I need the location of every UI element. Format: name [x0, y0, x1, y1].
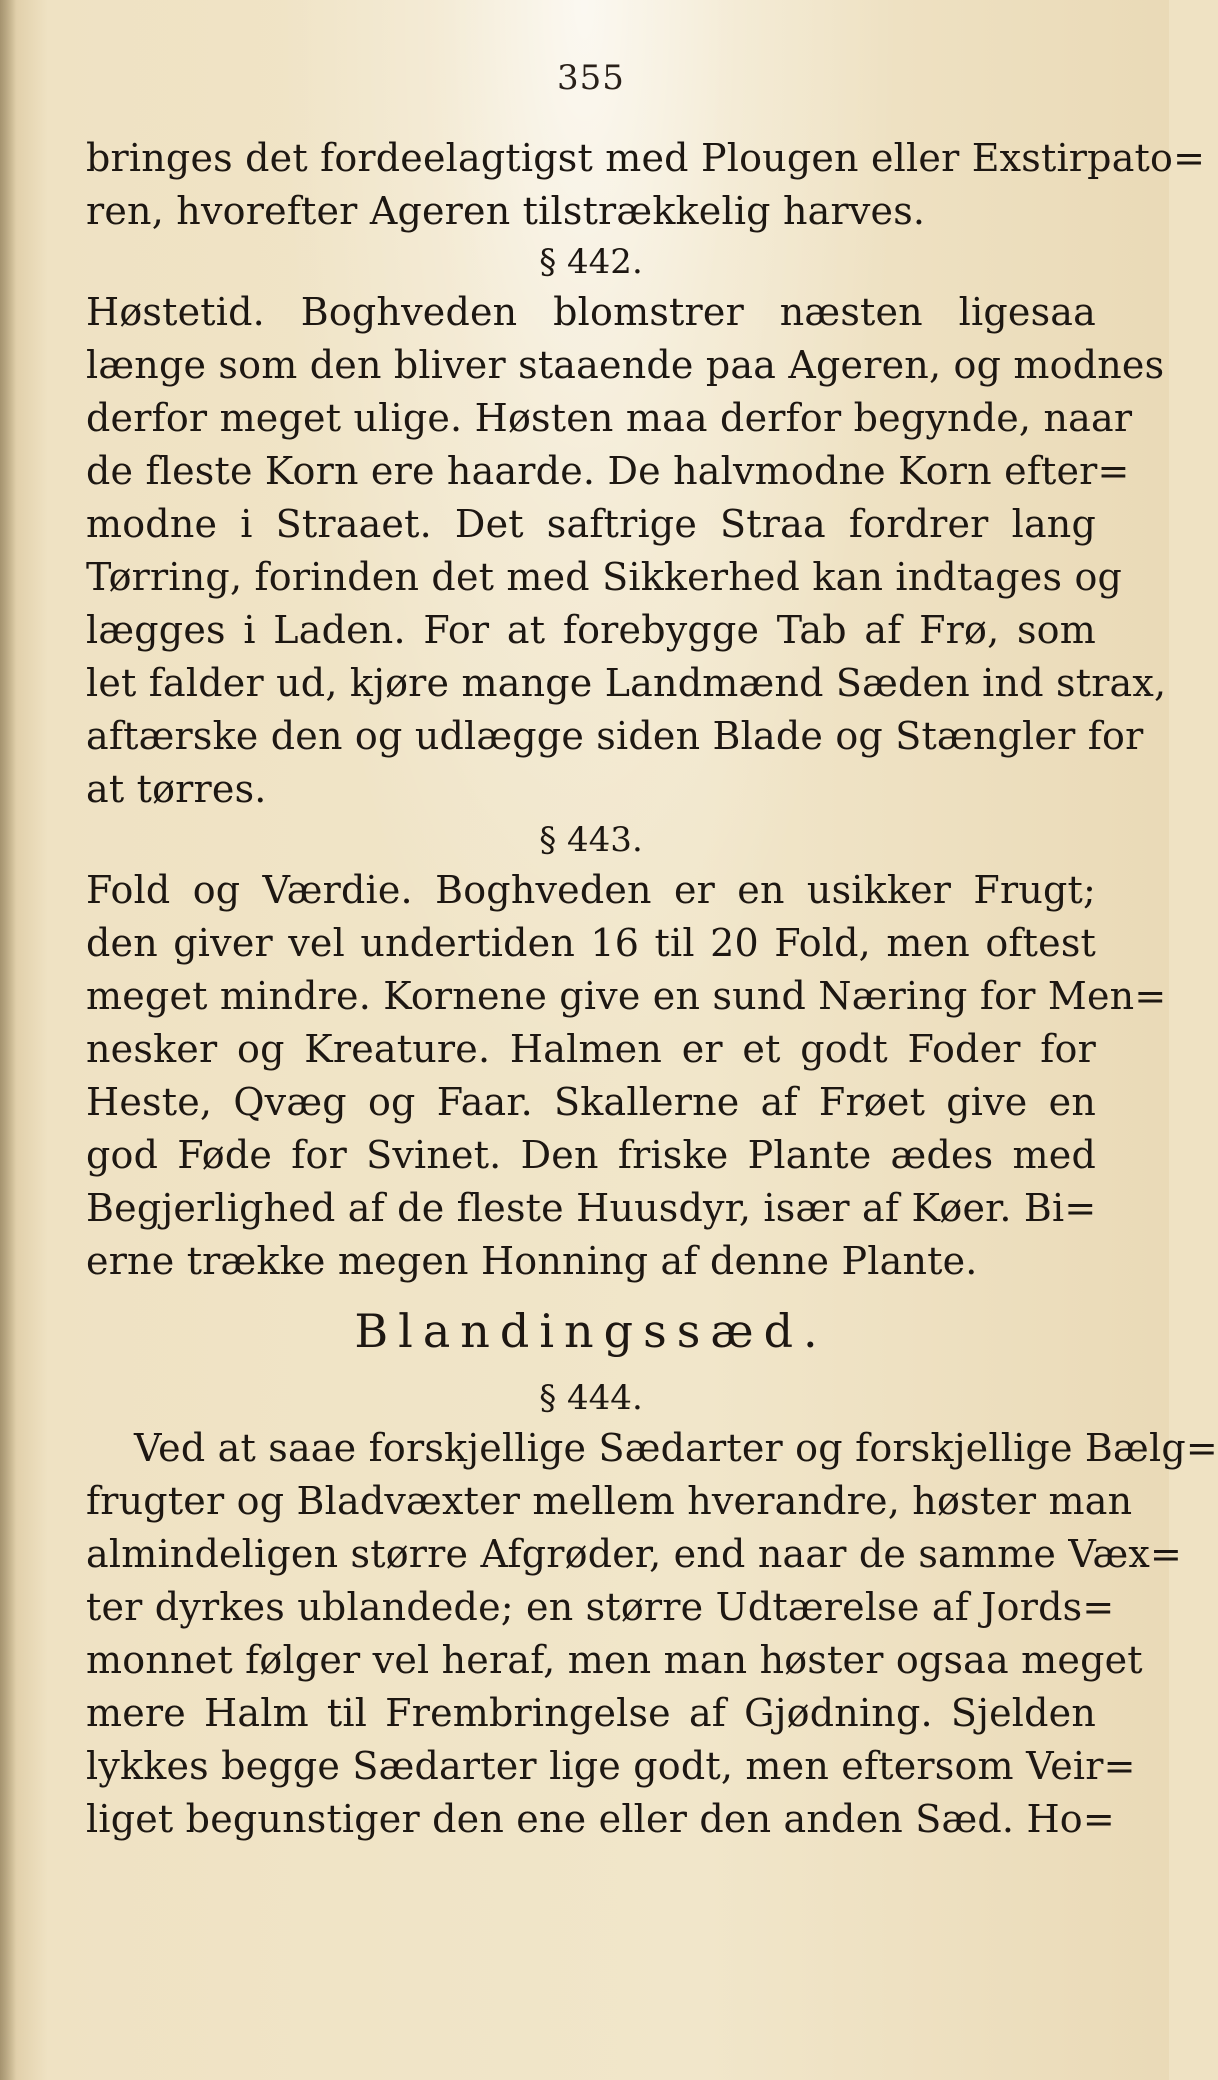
- text-line: let falder ud, kjøre mange Landmænd Sæden ind strax,: [86, 661, 1167, 705]
- page-edge-shadow: [0, 0, 16, 2080]
- section-number: § 444.: [539, 1378, 643, 1418]
- text-line: meget mindre. Kornene give en sund Næring for Men=: [86, 974, 1167, 1018]
- text-line: mere Halm til Frembringelse af Gjødning. Sjelden: [86, 1691, 1096, 1735]
- text-line: erne trække megen Honning af denne Plante.: [86, 1239, 978, 1283]
- section-number: § 443.: [539, 820, 643, 860]
- text-line: de fleste Korn ere haarde. De halvmodne Korn efter=: [86, 449, 1130, 493]
- text-line: lægges i Laden. For at forebygge Tab af Frø, som: [86, 608, 1096, 652]
- text-line: nesker og Kreature. Halmen er et godt Foder for: [86, 1027, 1096, 1071]
- text-line: Fold og Værdie. Boghveden er en usikker Frugt;: [86, 868, 1096, 912]
- text-block: [86, 132, 1218, 1846]
- text-line: bringes det fordeelagtigst med Plougen eller Exstirpato=: [86, 136, 1206, 180]
- text-line: den giver vel undertiden 16 til 20 Fold, men oftest: [86, 921, 1096, 965]
- text-line: Ved at saae forskjellige Sædarter og forskjellige Bælg=: [134, 1426, 1218, 1470]
- text-line: Heste, Qvæg og Faar. Skallerne af Frøet give en: [86, 1080, 1096, 1124]
- section-number: § 442.: [539, 242, 643, 282]
- text-line: frugter og Bladvæxter mellem hverandre, høster man: [86, 1479, 1133, 1523]
- page-content: [86, 40, 1218, 2060]
- text-line: god Føde for Svinet. Den friske Plante ædes med: [86, 1133, 1096, 1177]
- chapter-heading: Blandingssæd.: [354, 1304, 828, 1358]
- text-line: almindeligen større Afgrøder, end naar de samme Væx=: [86, 1532, 1183, 1576]
- text-line: derfor meget ulige. Høsten maa derfor begynde, naar: [86, 396, 1133, 440]
- text-line: ren, hvorefter Ageren tilstrækkelig harves.: [86, 189, 926, 233]
- text-line: lykkes begge Sædarter lige godt, men eftersom Veir=: [86, 1744, 1136, 1788]
- text-line: at tørres.: [86, 767, 267, 811]
- text-line: aftærske den og udlægge siden Blade og Stængler for: [86, 714, 1144, 758]
- text-line: liget begunstiger den ene eller den anden Sæd. Ho=: [86, 1797, 1115, 1841]
- text-line: Tørring, forinden det med Sikkerhed kan indtages og: [86, 555, 1123, 599]
- text-line: ter dyrkes ublandede; en større Udtærelse af Jords=: [86, 1585, 1115, 1629]
- text-line: længe som den bliver staaende paa Ageren, og modnes: [86, 343, 1165, 387]
- text-line: Begjerlighed af de fleste Huusdyr, især af Køer. Bi=: [86, 1186, 1097, 1230]
- text-line: modne i Straaet. Det saftrige Straa fordrer lang: [86, 502, 1096, 546]
- text-line: Høstetid. Boghveden blomstrer næsten ligesaa: [86, 290, 1096, 334]
- text-line: monnet følger vel heraf, men man høster ogsaa meget: [86, 1638, 1143, 1682]
- page-number: 355: [557, 58, 625, 98]
